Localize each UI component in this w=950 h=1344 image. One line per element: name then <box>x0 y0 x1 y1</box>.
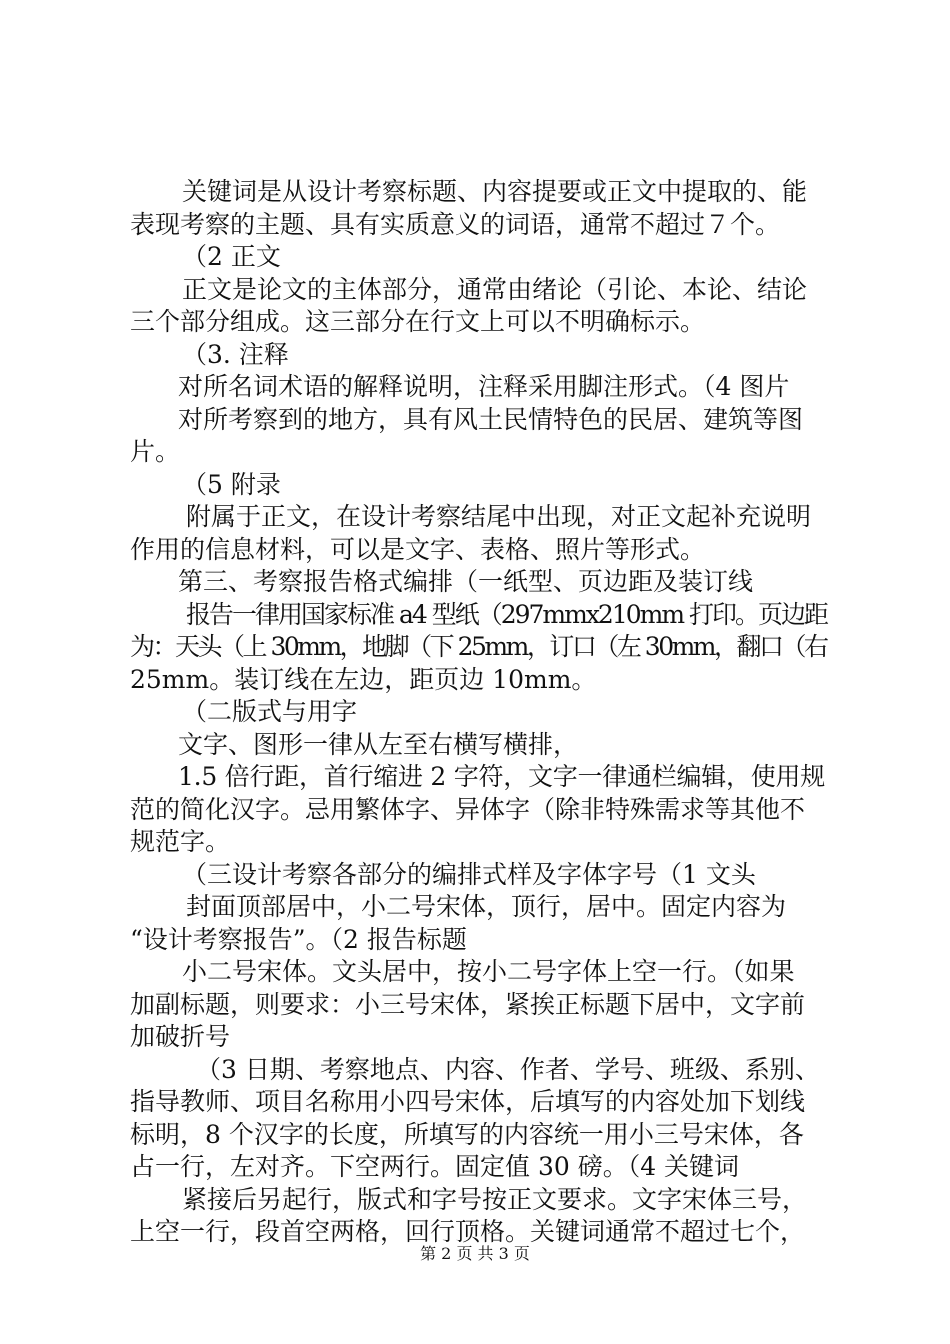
text-line: “设计考察报告”。（2 报告标题 <box>130 924 467 954</box>
text-line: 片。 <box>130 437 181 466</box>
section-heading: （2 正文 <box>182 242 281 271</box>
text-line: 报告一律用国家标准 a4 型纸（297mmx210mm 打印。页边距 <box>186 599 828 629</box>
text-line: 1.5 倍行距，首行缩进 2 字符，文字一律通栏编辑，使用规 <box>178 762 826 791</box>
text-line: 关键词是从设计考察标题、内容提要或正文中提取的、能 <box>182 177 808 206</box>
text-line: 表现考察的主题、具有实质意义的词语，通常不超过７个。 <box>130 209 781 239</box>
section-heading: 第三、考察报告格式编排（一纸型、页边距及装订线 <box>178 567 754 596</box>
text-line: 占一行，左对齐。下空两行。固定值 30 磅。（4 关键词 <box>130 1152 740 1181</box>
text-line: 为：天头（上 30mm，地脚（下 25mm，订口（左 30mm，翻口（右 <box>130 632 827 661</box>
section-heading: （5 附录 <box>182 469 281 499</box>
text-line: （3 日期、考察地点、内容、作者、学号、班级、系别、 <box>196 1054 820 1084</box>
page-number-footer: 第 2 页 共 3 页 <box>420 1244 530 1263</box>
document-body <box>130 176 830 1249</box>
text-line: 25mm。装订线在左边，距页边 10mm。 <box>130 664 597 694</box>
text-line: 上空一行，段首空两格，回行顶格。关键词通常不超过七个， <box>130 1217 806 1246</box>
text-line: 规范字。 <box>130 827 231 856</box>
section-heading: （三设计考察各部分的编排式样及字体字号（1 文头 <box>182 859 756 889</box>
text-line: 作用的信息材料，可以是文字、表格、照片等形式。 <box>130 534 706 564</box>
text-line: 加破折号 <box>130 1022 231 1051</box>
text-line: 指导教师、项目名称用小四号宋体，后填写的内容处加下划线 <box>130 1087 806 1116</box>
text-line: 附属于正文，在设计考察结尾中出现，对正文起补充说明 <box>186 502 812 531</box>
text-line: 文字、图形一律从左至右横写横排， <box>178 729 579 759</box>
text-line: 紧接后另起行，版式和字号按正文要求。文字宋体三号， <box>182 1184 808 1214</box>
text-line: 封面顶部居中，小二号宋体，顶行，居中。固定内容为 <box>186 892 787 921</box>
text-line: 三个部分组成。这三部分在行文上可以不明确标示。 <box>130 307 706 336</box>
text-line: 加副标题，则要求：小三号宋体，紧挨正标题下居中，文字前 <box>130 989 806 1019</box>
text-line: 正文是论文的主体部分，通常由绪论（引论、本论、结论 <box>182 274 808 304</box>
text-line: 小二号宋体。文头居中，按小二号字体上空一行。（如果 <box>182 957 795 986</box>
text-line: 对所考察到的地方，具有风土民情特色的民居、建筑等图 <box>178 404 804 434</box>
text-line: 范的简化汉字。忌用繁体字、异体字（除非特殊需求等其他不 <box>130 794 806 824</box>
section-heading: （二版式与用字 <box>182 697 358 726</box>
text-line: 对所名词术语的解释说明，注释采用脚注形式。（4 图片 <box>178 372 790 401</box>
text-line: 标明，8 个汉字的长度，所填写的内容统一用小三号宋体，各 <box>130 1119 804 1149</box>
section-heading: （3. 注释 <box>182 339 289 369</box>
